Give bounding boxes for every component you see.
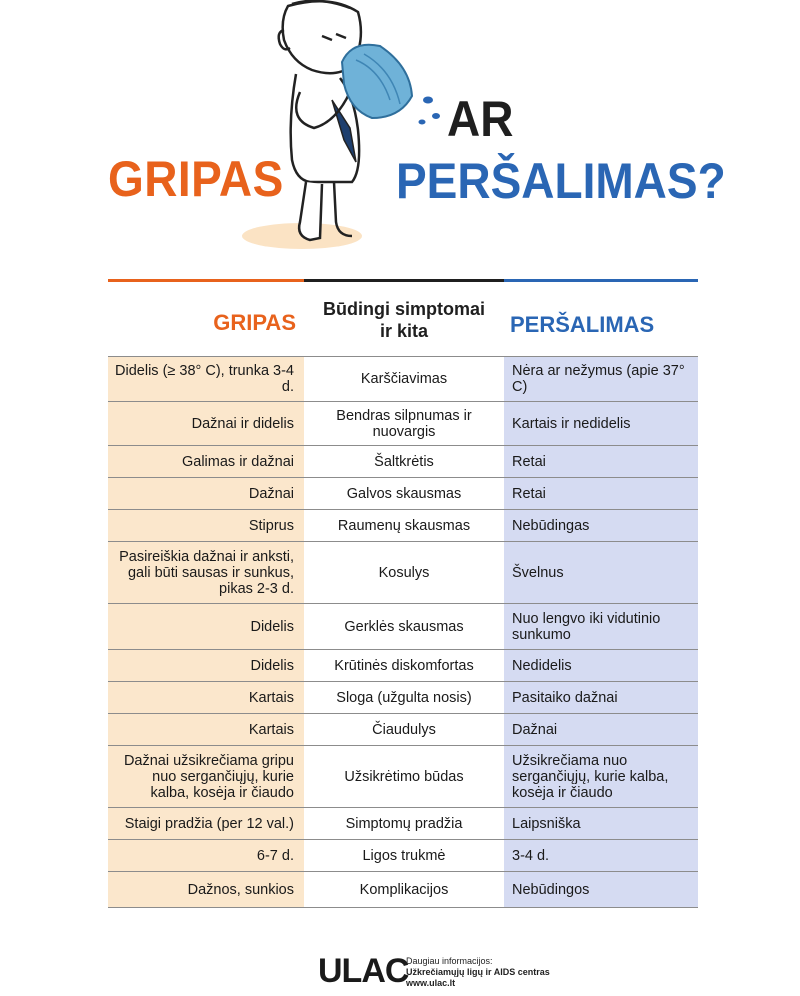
col-header-symptoms-line1: Būdingi simptomai xyxy=(323,299,485,319)
comparison-table xyxy=(108,356,698,908)
cell-persalimas: Švelnus xyxy=(504,542,698,603)
cell-symptom: Komplikacijos xyxy=(304,872,504,907)
col-header-persalimas: PERŠALIMAS xyxy=(510,312,655,337)
cell-persalimas: Nebūdingos xyxy=(504,872,698,907)
footer-info-line2: Užkrečiamųjų ligų ir AIDS centras xyxy=(406,967,550,977)
footer-info-line1: Daugiau informacijos: xyxy=(406,956,493,966)
title-gripas: GRIPAS xyxy=(108,151,284,207)
cell-symptom: Čiaudulys xyxy=(304,714,504,745)
table-row xyxy=(108,542,698,604)
cell-symptom: Užsikrėtimo būdas xyxy=(304,746,504,807)
cell-symptom: Krūtinės diskomfortas xyxy=(304,650,504,681)
table-row xyxy=(108,356,698,402)
cell-gripas: Pasireiškia dažnai ir anksti, gali būti sausas ir sunkus, pikas 2-3 d. xyxy=(108,542,304,603)
col-header-symptoms-line2: ir kita xyxy=(379,321,429,341)
cell-symptom: Karščiavimas xyxy=(304,357,504,401)
cell-symptom: Šaltkrėtis xyxy=(304,446,504,477)
cell-symptom: Gerklės skausmas xyxy=(304,604,504,649)
cell-symptom: Simptomų pradžia xyxy=(304,808,504,839)
cell-persalimas: Kartais ir nedidelis xyxy=(504,402,698,445)
cell-persalimas: 3-4 d. xyxy=(504,840,698,871)
rule-blue xyxy=(504,279,698,282)
cell-gripas: Stiprus xyxy=(108,510,304,541)
cell-persalimas: Užsikrečiama nuo sergančiųjų, kurie kalba, kosėja ir čiaudo xyxy=(504,746,698,807)
col-header-gripas: GRIPAS xyxy=(213,310,296,335)
cell-gripas: Didelis (≥ 38° C), trunka 3-4 d. xyxy=(108,357,304,401)
title-ar: AR xyxy=(447,91,514,147)
rule-orange xyxy=(108,279,304,282)
cell-persalimas: Laipsniška xyxy=(504,808,698,839)
cell-gripas: Didelis xyxy=(108,604,304,649)
cell-persalimas: Retai xyxy=(504,478,698,509)
cell-gripas: Dažnos, sunkios xyxy=(108,872,304,907)
cell-persalimas: Nėra ar nežymus (apie 37° C) xyxy=(504,357,698,401)
cell-persalimas: Nebūdingas xyxy=(504,510,698,541)
table-row xyxy=(108,872,698,908)
cell-gripas: Kartais xyxy=(108,714,304,745)
cell-persalimas: Nuo lengvo iki vidutinio sunkumo xyxy=(504,604,698,649)
person-sneezing-illustration xyxy=(240,0,440,260)
table-row xyxy=(108,840,698,872)
cell-symptom: Bendras silpnumas ir nuovargis xyxy=(304,402,504,445)
table-row xyxy=(108,510,698,542)
cell-symptom: Sloga (užgulta nosis) xyxy=(304,682,504,713)
table-row xyxy=(108,604,698,650)
col-header-symptoms xyxy=(304,298,504,342)
footer-info xyxy=(406,956,550,989)
footer-info-line3: www.ulac.lt xyxy=(406,978,456,988)
rule-dark xyxy=(304,279,504,282)
cell-gripas: Dažnai xyxy=(108,478,304,509)
table-row xyxy=(108,714,698,746)
table-row xyxy=(108,682,698,714)
cell-gripas: Dažnai užsikrečiama gripu nuo sergančiųjų, kurie kalba, kosėja ir čiaudo xyxy=(108,746,304,807)
cell-gripas: Dažnai ir didelis xyxy=(108,402,304,445)
table-row xyxy=(108,446,698,478)
cell-gripas: Didelis xyxy=(108,650,304,681)
cell-persalimas: Nedidelis xyxy=(504,650,698,681)
table-row xyxy=(108,650,698,682)
table-row xyxy=(108,402,698,446)
cell-gripas: Kartais xyxy=(108,682,304,713)
cell-symptom: Kosulys xyxy=(304,542,504,603)
cell-gripas: Galimas ir dažnai xyxy=(108,446,304,477)
cell-persalimas: Pasitaiko dažnai xyxy=(504,682,698,713)
cell-gripas: 6-7 d. xyxy=(108,840,304,871)
cell-persalimas: Dažnai xyxy=(504,714,698,745)
cell-persalimas: Retai xyxy=(504,446,698,477)
table-row xyxy=(108,746,698,808)
table-row xyxy=(108,808,698,840)
ulac-logo: ULAC xyxy=(318,952,409,990)
title-persalimas: PERŠALIMAS? xyxy=(396,153,726,209)
cell-symptom: Galvos skausmas xyxy=(304,478,504,509)
cell-symptom: Ligos trukmė xyxy=(304,840,504,871)
cell-symptom: Raumenų skausmas xyxy=(304,510,504,541)
table-row xyxy=(108,478,698,510)
cell-gripas: Staigi pradžia (per 12 val.) xyxy=(108,808,304,839)
